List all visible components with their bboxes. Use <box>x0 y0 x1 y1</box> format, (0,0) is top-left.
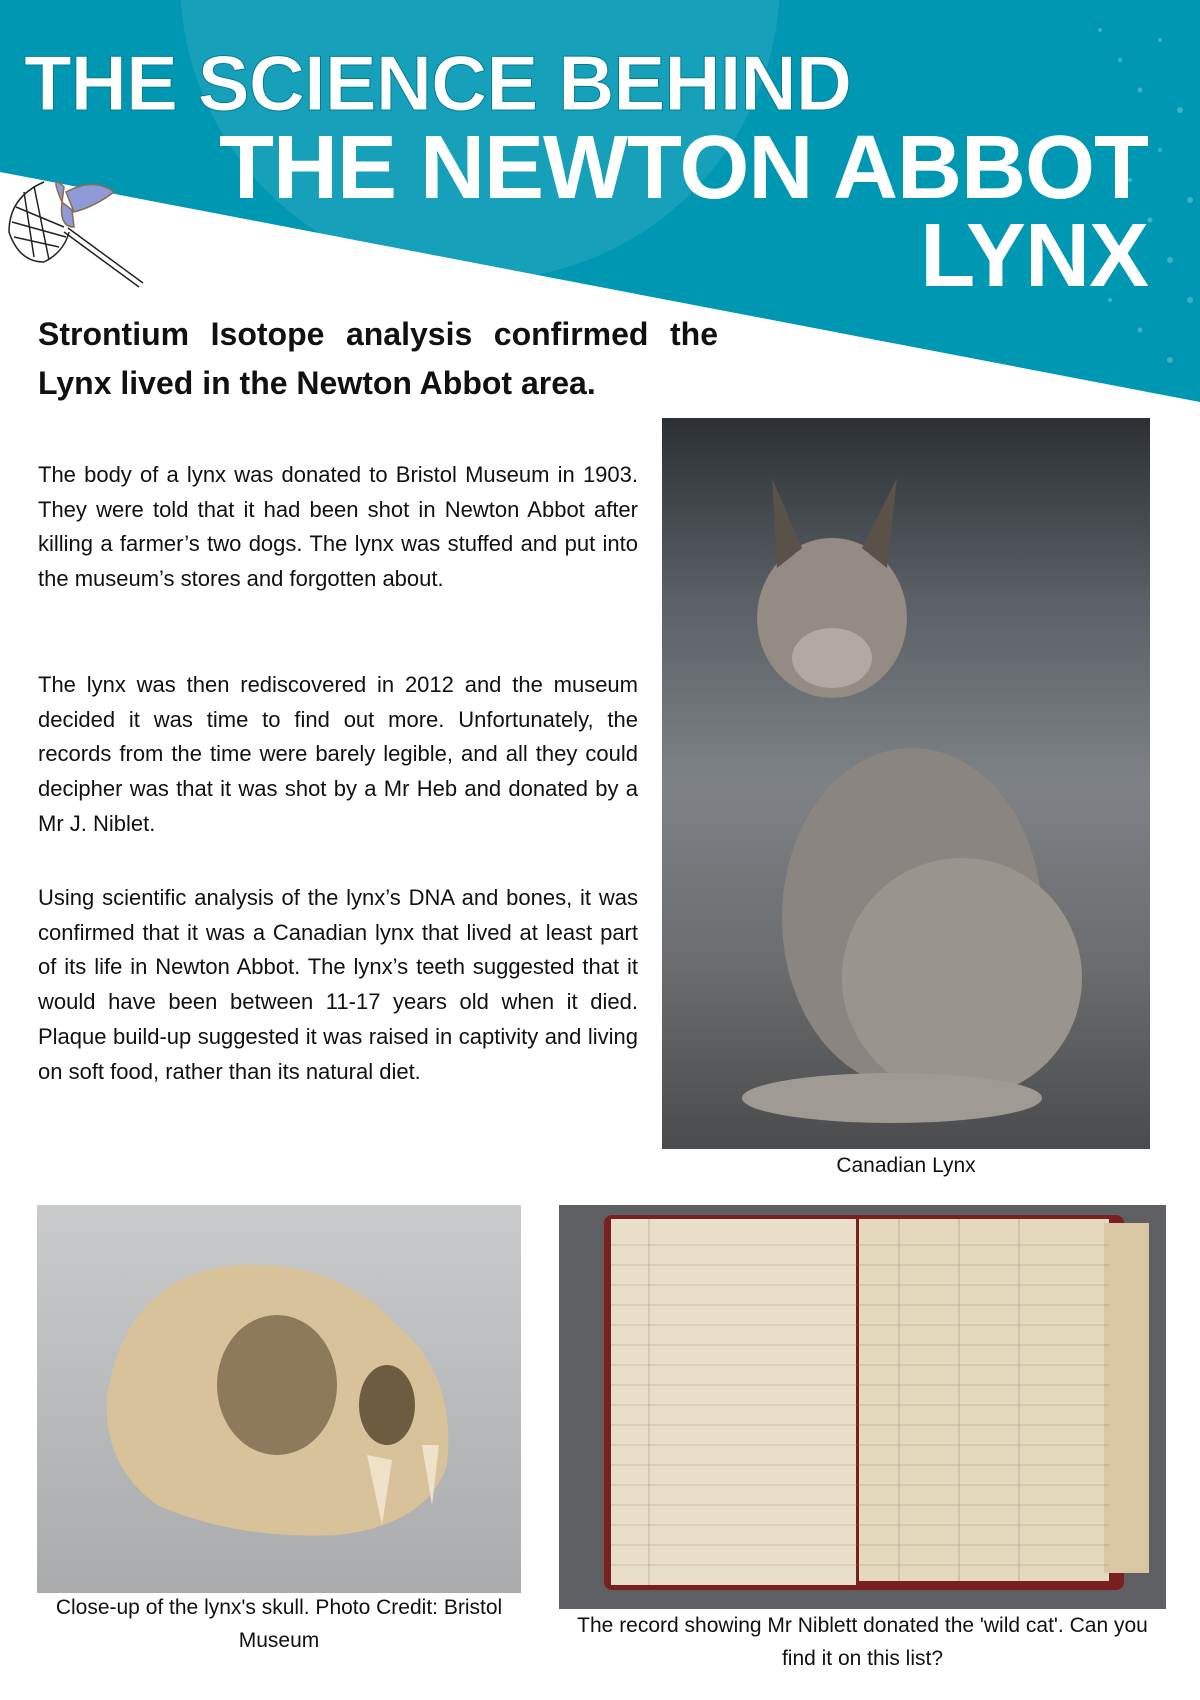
paragraph-1: The body of a lynx was donated to Bristol Museum in 1903. They were told that it had been shot in Newton Abbot after killing a farmer’s two dogs. The lynx was stuffed and put into the museum’s stores and forgotten about. <box>38 462 638 592</box>
header-kicker: THE SCIENCE BEHIND <box>24 39 852 127</box>
skull-caption: Close-up of the lynx's skull. Photo Credit: Bristol Museum <box>55 1596 503 1652</box>
ledger-caption: The record showing Mr Niblett donated the 'wild cat'. Can you find it on this list? <box>577 1614 1148 1670</box>
title-line-1: THE NEWTON ABBOT <box>219 118 1148 218</box>
subheading: Strontium Isotope analysis confirmed the Lynx lived in the Newton Abbot area. <box>38 316 718 401</box>
skull-photo <box>37 1205 521 1593</box>
title-line-2: LYNX <box>920 206 1148 306</box>
paragraph-3: Using scientific analysis of the lynx’s DNA and bones, it was confirmed that it was a Canadian lynx that lived at least part of its life in Newton Abbot. The lynx’s teeth suggested that it would have been between 11-17 years old when it died. Plaque build-up suggested it was raised in captivity and living on soft food, rather than its natural diet. <box>38 885 638 1084</box>
butterfly-net-icon <box>4 172 144 292</box>
lynx-caption: Canadian Lynx <box>836 1154 976 1177</box>
lynx-photo <box>662 418 1150 1149</box>
ledger-photo <box>559 1205 1166 1609</box>
page-title <box>219 118 1148 306</box>
paragraph-2: The lynx was then rediscovered in 2012 and the museum decided it was time to find out more. Unfortunately, the records from the time were barely legible, and all they could decipher was that it was shot by a Mr Heb and donated by a Mr J. Niblet. <box>38 672 638 836</box>
